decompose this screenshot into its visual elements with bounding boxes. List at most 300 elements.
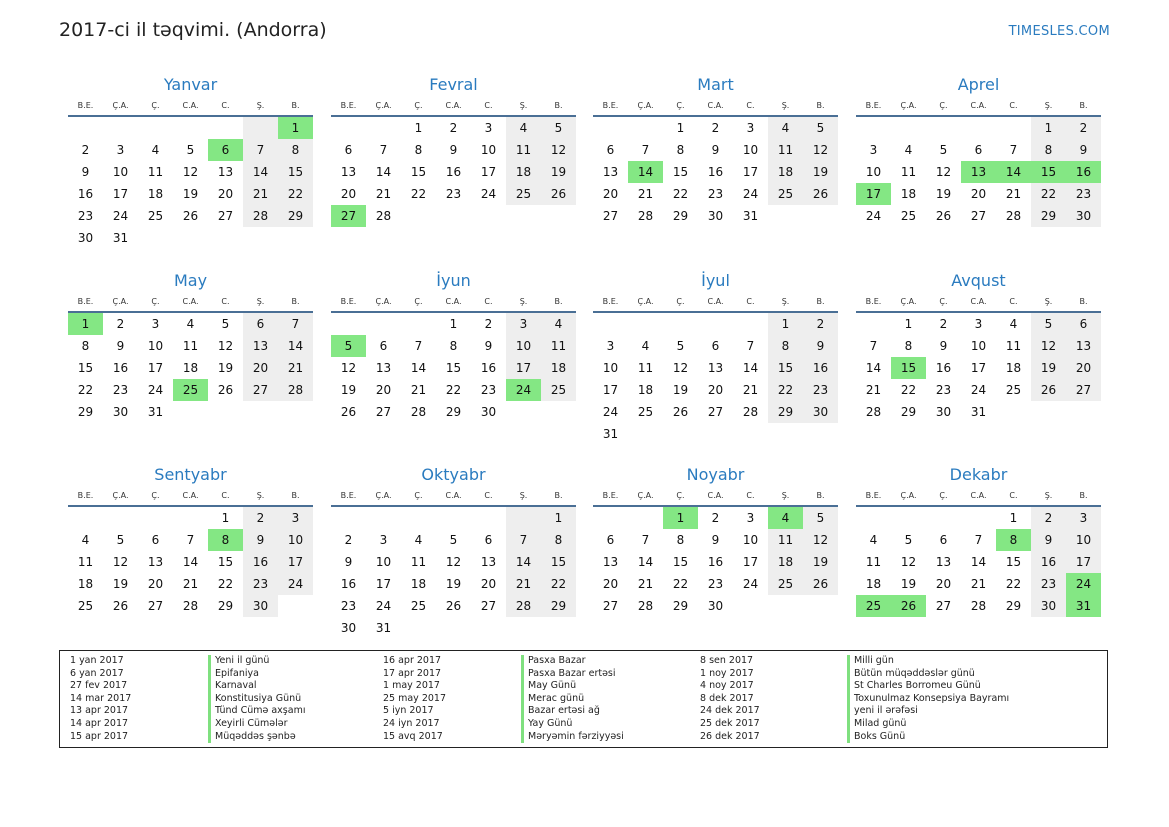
week-row — [68, 139, 313, 161]
weekday-header — [856, 487, 1101, 507]
day-cell: 19 — [1031, 357, 1066, 379]
day-cell: 21 — [970, 577, 987, 591]
weekday-label: Ç. — [151, 101, 160, 110]
weekday-label: C.A. — [707, 297, 724, 306]
day-cell: 4 — [904, 143, 913, 157]
day-cell: 22 — [768, 379, 803, 401]
day-cell: 18 — [147, 187, 164, 201]
empty-cell — [173, 401, 208, 423]
week-row — [856, 161, 1101, 183]
day-cell: 3 — [1066, 507, 1101, 529]
weekday-label: B.E. — [602, 297, 619, 306]
day-cell: 17 — [742, 165, 759, 179]
weekday-label: C. — [1009, 297, 1018, 306]
holiday-date: 1 noy 2017 — [700, 667, 754, 679]
day-cell: 12 — [541, 139, 576, 161]
day-cell: 6 — [1066, 313, 1101, 335]
day-cell: 1 — [278, 117, 313, 139]
weekday-label: Ç. — [676, 297, 685, 306]
weekday-label: Ç. — [151, 297, 160, 306]
holiday-date: 6 yan 2017 — [70, 667, 124, 679]
day-cell: 14 — [182, 555, 199, 569]
day-cell: 24 — [375, 599, 392, 613]
empty-cell — [663, 313, 698, 335]
week-row — [331, 573, 576, 595]
holiday-date: 8 sen 2017 — [700, 655, 754, 666]
weekday-label: C. — [221, 101, 230, 110]
day-cell: 19 — [217, 361, 234, 375]
day-cell: 4 — [1009, 317, 1018, 331]
weekday-header — [68, 97, 313, 117]
day-cell: 28 — [278, 379, 313, 401]
day-cell: 23 — [1031, 573, 1066, 595]
day-cell: 17 — [506, 357, 541, 379]
day-cell: 18 — [541, 357, 576, 379]
empty-cell — [278, 401, 313, 423]
empty-cell — [996, 401, 1031, 423]
day-cell: 22 — [410, 187, 427, 201]
day-cell: 20 — [707, 383, 724, 397]
day-cell: 12 — [900, 555, 917, 569]
holiday-date: 16 apr 2017 — [383, 655, 442, 666]
day-cell: 3 — [869, 143, 878, 157]
day-cell: 22 — [541, 573, 576, 595]
day-cell: 8 — [676, 143, 685, 157]
month-name: Dekabr — [949, 465, 1008, 484]
weekday-label: B.E. — [340, 491, 357, 500]
day-cell: 24 — [480, 187, 497, 201]
holiday-name: Milli gün — [847, 655, 1009, 668]
weekday-label: Ç. — [939, 491, 948, 500]
day-cell: 13 — [217, 165, 234, 179]
week-row — [331, 529, 576, 551]
weekday-header — [593, 487, 838, 507]
day-cell: 11 — [506, 139, 541, 161]
holiday-date: 26 dek 2017 — [700, 730, 760, 742]
day-cell: 6 — [379, 339, 388, 353]
empty-cell — [401, 205, 436, 227]
day-cell: 6 — [939, 533, 948, 547]
weekday-label: Ç. — [414, 491, 423, 500]
week-row — [68, 335, 313, 357]
day-cell: 14 — [970, 555, 987, 569]
day-cell: 28 — [970, 599, 987, 613]
empty-cell — [331, 507, 366, 529]
day-cell: 18 — [1005, 361, 1022, 375]
holiday-name: Pasxa Bazar ertəsi — [521, 668, 624, 681]
day-cell: 2 — [711, 121, 720, 135]
holiday-dates-col-1 — [70, 655, 131, 743]
day-cell: 13 — [480, 555, 497, 569]
day-cell: 6 — [344, 143, 353, 157]
month-name: Noyabr — [686, 465, 745, 484]
weekday-label: B. — [291, 297, 300, 306]
day-cell: 27 — [1066, 379, 1101, 401]
day-cell: 27 — [602, 599, 619, 613]
holiday-list — [59, 650, 1108, 748]
week-row — [593, 357, 838, 379]
day-cell: 7 — [746, 339, 755, 353]
day-cell: 25 — [637, 405, 654, 419]
holiday-name: yeni il ərəfəsi — [847, 705, 1009, 718]
day-cell: 11 — [900, 165, 917, 179]
weekday-header — [331, 293, 576, 313]
holiday-name: Yay Günü — [521, 718, 624, 731]
week-row — [331, 617, 576, 639]
empty-cell — [366, 313, 401, 335]
empty-cell — [138, 117, 173, 139]
day-cell: 6 — [606, 143, 615, 157]
day-cell: 17 — [112, 187, 129, 201]
month-11 — [593, 463, 838, 617]
day-cell: 24 — [506, 379, 541, 401]
weekday-label: B. — [1079, 101, 1088, 110]
day-cell: 30 — [112, 405, 129, 419]
day-cell: 14 — [375, 165, 392, 179]
day-cell: 21 — [742, 383, 759, 397]
week-row — [68, 313, 313, 335]
day-cell: 2 — [939, 317, 948, 331]
day-cell: 3 — [484, 121, 493, 135]
week-row — [856, 139, 1101, 161]
day-cell: 25 — [856, 595, 891, 617]
day-cell: 15 — [410, 165, 427, 179]
empty-cell — [1066, 401, 1101, 423]
weekday-label: Ç. — [939, 101, 948, 110]
day-cell: 30 — [707, 599, 724, 613]
month-name: İyul — [701, 271, 730, 290]
day-cell: 15 — [541, 551, 576, 573]
week-row — [331, 183, 576, 205]
holiday-name: Müqəddəs şənbə — [208, 731, 305, 744]
empty-cell — [103, 507, 138, 529]
week-row — [331, 595, 576, 617]
month-1 — [68, 73, 313, 249]
empty-cell — [961, 117, 996, 139]
day-cell: 10 — [278, 529, 313, 551]
day-cell: 12 — [217, 339, 234, 353]
day-cell: 13 — [1066, 335, 1101, 357]
day-cell: 12 — [1031, 335, 1066, 357]
empty-cell — [506, 507, 541, 529]
day-cell: 5 — [803, 117, 838, 139]
weekday-label: Ç.A. — [112, 101, 129, 110]
day-cell: 12 — [803, 139, 838, 161]
weekday-header — [856, 293, 1101, 313]
day-cell: 9 — [81, 165, 90, 179]
day-cell: 29 — [1031, 205, 1066, 227]
day-cell: 9 — [243, 529, 278, 551]
day-cell: 20 — [147, 577, 164, 591]
day-cell: 19 — [672, 383, 689, 397]
empty-cell — [401, 617, 436, 639]
day-cell: 30 — [707, 209, 724, 223]
weekday-label: B.E. — [865, 101, 882, 110]
weekday-label: Ş. — [781, 491, 790, 500]
weekday-label: Ç.A. — [637, 101, 654, 110]
empty-cell — [541, 401, 576, 423]
day-cell: 4 — [414, 533, 423, 547]
day-cell: 10 — [375, 555, 392, 569]
day-cell: 29 — [900, 405, 917, 419]
day-cell: 2 — [484, 317, 493, 331]
day-cell: 29 — [672, 599, 689, 613]
day-cell: 28 — [375, 209, 392, 223]
day-cell: 24 — [865, 209, 882, 223]
week-row — [856, 573, 1101, 595]
day-cell: 19 — [445, 577, 462, 591]
day-cell: 26 — [672, 405, 689, 419]
day-cell: 26 — [803, 183, 838, 205]
day-cell: 2 — [1066, 117, 1101, 139]
day-cell: 25 — [768, 573, 803, 595]
day-cell: 22 — [217, 577, 234, 591]
day-cell: 26 — [182, 209, 199, 223]
holiday-name: Milad günü — [847, 718, 1009, 731]
day-cell: 30 — [480, 405, 497, 419]
weekday-label: Ş. — [1044, 297, 1053, 306]
day-cell: 17 — [970, 361, 987, 375]
day-cell: 11 — [1005, 339, 1022, 353]
day-cell: 14 — [865, 361, 882, 375]
week-row — [331, 357, 576, 379]
weekday-label: Ç. — [676, 491, 685, 500]
day-cell: 11 — [637, 361, 654, 375]
day-cell: 29 — [77, 405, 94, 419]
week-row — [593, 423, 838, 445]
day-cell: 28 — [243, 205, 278, 227]
empty-cell — [471, 507, 506, 529]
day-cell: 13 — [243, 335, 278, 357]
month-name: İyun — [436, 271, 471, 290]
day-cell: 18 — [900, 187, 917, 201]
day-cell: 15 — [217, 555, 234, 569]
holiday-name: Bütün müqəddəslər günü — [847, 668, 1009, 681]
week-row — [856, 379, 1101, 401]
day-cell: 29 — [672, 209, 689, 223]
brand-link[interactable]: TIMESLES.COM — [1008, 24, 1110, 39]
holiday-name: Xeyirli Cümələr — [208, 718, 305, 731]
day-cell: 20 — [375, 383, 392, 397]
day-cell: 16 — [1031, 551, 1066, 573]
day-cell: 17 — [856, 183, 891, 205]
day-cell: 5 — [904, 533, 913, 547]
day-cell: 16 — [112, 361, 129, 375]
day-cell: 12 — [112, 555, 129, 569]
day-cell: 10 — [506, 335, 541, 357]
day-cell: 6 — [711, 339, 720, 353]
day-cell: 13 — [340, 165, 357, 179]
day-cell: 7 — [974, 533, 983, 547]
weekday-label: C. — [484, 491, 493, 500]
holiday-date: 17 apr 2017 — [383, 667, 442, 679]
empty-cell — [506, 617, 541, 639]
day-cell: 7 — [641, 533, 650, 547]
holiday-names-col-3 — [847, 655, 1009, 743]
day-cell: 4 — [186, 317, 195, 331]
day-cell: 1 — [1031, 117, 1066, 139]
week-row — [593, 379, 838, 401]
day-cell: 7 — [186, 533, 195, 547]
month-name: Mart — [697, 75, 734, 94]
day-cell: 1 — [663, 507, 698, 529]
day-cell: 15 — [1031, 161, 1066, 183]
day-cell: 6 — [208, 139, 243, 161]
month-8 — [856, 269, 1101, 423]
day-cell: 14 — [278, 335, 313, 357]
weekday-header — [68, 293, 313, 313]
day-cell: 5 — [676, 339, 685, 353]
holiday-date: 1 yan 2017 — [70, 655, 124, 666]
weekday-label: B.E. — [602, 101, 619, 110]
day-cell: 16 — [243, 551, 278, 573]
day-cell: 29 — [1005, 599, 1022, 613]
day-cell: 22 — [900, 383, 917, 397]
holiday-name: St Charles Borromeu Günü — [847, 680, 1009, 693]
day-cell: 1 — [904, 317, 913, 331]
holiday-name: Boks Günü — [847, 731, 1009, 744]
month-name: Oktyabr — [421, 465, 486, 484]
day-cell: 1 — [68, 313, 103, 335]
weekday-label: C.A. — [970, 491, 987, 500]
day-cell: 30 — [1031, 595, 1066, 617]
day-cell: 14 — [742, 361, 759, 375]
empty-cell — [768, 205, 803, 227]
day-cell: 10 — [742, 533, 759, 547]
empty-cell — [138, 227, 173, 249]
day-cell: 27 — [243, 379, 278, 401]
day-cell: 23 — [445, 187, 462, 201]
day-cell: 7 — [1009, 143, 1018, 157]
weekday-label: Ç. — [414, 297, 423, 306]
day-cell: 9 — [344, 555, 353, 569]
week-row — [68, 401, 313, 423]
day-cell: 21 — [375, 187, 392, 201]
empty-cell — [436, 617, 471, 639]
holiday-name: Karnaval — [208, 680, 305, 693]
day-cell: 2 — [711, 511, 720, 525]
month-2 — [331, 73, 576, 227]
weekday-label: C.A. — [445, 491, 462, 500]
weekday-label: B.E. — [865, 297, 882, 306]
day-cell: 2 — [1031, 507, 1066, 529]
day-cell: 1 — [221, 511, 230, 525]
empty-cell — [961, 507, 996, 529]
day-cell: 1 — [676, 121, 685, 135]
day-cell: 23 — [1066, 183, 1101, 205]
day-cell: 24 — [278, 573, 313, 595]
holiday-date: 8 dek 2017 — [700, 692, 754, 704]
week-row — [593, 573, 838, 595]
week-row — [593, 313, 838, 335]
day-cell: 9 — [116, 339, 125, 353]
day-cell: 5 — [939, 143, 948, 157]
week-row — [68, 507, 313, 529]
day-cell: 22 — [77, 383, 94, 397]
holiday-date: 4 noy 2017 — [700, 680, 754, 692]
day-cell: 26 — [445, 599, 462, 613]
week-row — [331, 161, 576, 183]
day-cell: 8 — [676, 533, 685, 547]
holiday-name: May Günü — [521, 680, 624, 693]
day-cell: 23 — [935, 383, 952, 397]
day-cell: 23 — [707, 187, 724, 201]
day-cell: 3 — [278, 507, 313, 529]
day-cell: 13 — [707, 361, 724, 375]
week-row — [68, 227, 313, 249]
weekday-label: B.E. — [340, 101, 357, 110]
empty-cell — [733, 595, 768, 617]
weekday-label: B. — [554, 297, 563, 306]
day-cell: 20 — [970, 187, 987, 201]
day-cell: 27 — [217, 209, 234, 223]
weekday-header — [593, 97, 838, 117]
day-cell: 28 — [742, 405, 759, 419]
month-name: May — [173, 271, 208, 290]
weekday-header — [331, 487, 576, 507]
month-4 — [856, 73, 1101, 227]
day-cell: 16 — [707, 555, 724, 569]
day-cell: 7 — [379, 143, 388, 157]
weekday-header — [593, 293, 838, 313]
day-cell: 11 — [182, 339, 199, 353]
week-row — [68, 379, 313, 401]
day-cell: 30 — [243, 595, 278, 617]
holiday-dates-col-2 — [383, 655, 446, 743]
weekday-label: C.A. — [182, 491, 199, 500]
day-cell: 27 — [602, 209, 619, 223]
day-cell: 19 — [803, 161, 838, 183]
empty-cell — [628, 117, 663, 139]
weekday-header — [68, 487, 313, 507]
empty-cell — [278, 595, 313, 617]
day-cell: 19 — [541, 161, 576, 183]
day-cell: 22 — [672, 577, 689, 591]
day-cell: 10 — [742, 143, 759, 157]
day-cell: 1 — [768, 313, 803, 335]
day-cell: 6 — [151, 533, 160, 547]
holiday-name: Konstitusiya Günü — [208, 693, 305, 706]
day-cell: 3 — [151, 317, 160, 331]
weekday-label: C. — [484, 101, 493, 110]
month-12 — [856, 463, 1101, 617]
day-cell: 7 — [641, 143, 650, 157]
empty-cell — [803, 595, 838, 617]
month-name: Fevral — [429, 75, 478, 94]
holiday-name: Epifaniya — [208, 668, 305, 681]
week-row — [593, 161, 838, 183]
day-cell: 8 — [768, 335, 803, 357]
day-cell: 28 — [637, 599, 654, 613]
holiday-date: 24 dek 2017 — [700, 705, 760, 717]
day-cell: 20 — [217, 187, 234, 201]
month-name: Aprel — [957, 75, 1000, 94]
day-cell: 29 — [278, 205, 313, 227]
day-cell: 12 — [340, 361, 357, 375]
empty-cell — [803, 423, 838, 445]
holiday-date: 15 apr 2017 — [70, 730, 129, 742]
day-cell: 25 — [77, 599, 94, 613]
empty-cell — [541, 617, 576, 639]
day-cell: 11 — [410, 555, 427, 569]
day-cell: 8 — [278, 139, 313, 161]
day-cell: 17 — [742, 555, 759, 569]
weekday-label: B. — [1079, 491, 1088, 500]
day-cell: 2 — [243, 507, 278, 529]
day-cell: 10 — [602, 361, 619, 375]
empty-cell — [278, 227, 313, 249]
day-cell: 6 — [974, 143, 983, 157]
